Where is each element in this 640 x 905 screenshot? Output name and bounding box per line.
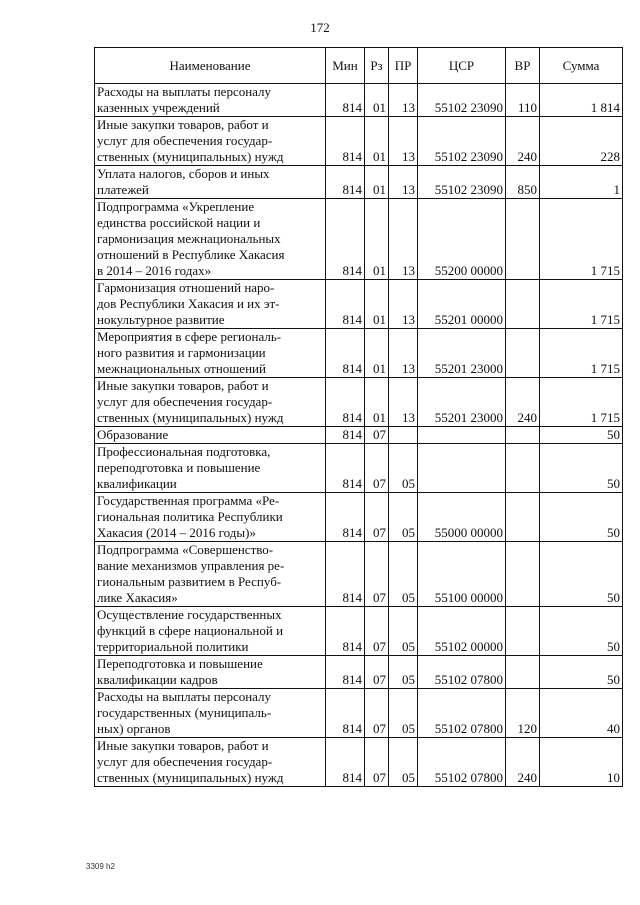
cell-csr: 55102 07800 <box>418 738 506 787</box>
cell-min: 814 <box>326 84 365 117</box>
table-row <box>95 166 623 199</box>
cell-vr <box>506 493 540 542</box>
table-row <box>95 607 623 656</box>
cell-sum: 10 <box>540 738 623 787</box>
cell-name: Иные закупки товаров, работ и услуг для обеспечения государ- ственных (муниципальных) нужд <box>95 117 326 166</box>
cell-name: Подпрограмма «Совершенство- вание механизмов управления ре- гиональным развитием в Респуб- лике Хакасия» <box>95 542 326 607</box>
cell-min: 814 <box>326 542 365 607</box>
cell-min: 814 <box>326 280 365 329</box>
cell-pr: 13 <box>389 329 418 378</box>
cell-min: 814 <box>326 656 365 689</box>
cell-csr: 55102 07800 <box>418 689 506 738</box>
cell-rz: 01 <box>365 280 389 329</box>
cell-name: Переподготовка и повышение квалификации кадров <box>95 656 326 689</box>
header-csr: ЦСР <box>418 48 506 84</box>
cell-pr: 05 <box>389 444 418 493</box>
cell-sum: 1 <box>540 166 623 199</box>
cell-min: 814 <box>326 117 365 166</box>
table-row <box>95 493 623 542</box>
cell-csr: 55201 00000 <box>418 280 506 329</box>
table-row <box>95 542 623 607</box>
cell-sum: 1 715 <box>540 199 623 280</box>
cell-csr: 55201 23000 <box>418 378 506 427</box>
cell-min: 814 <box>326 329 365 378</box>
cell-vr <box>506 607 540 656</box>
table-header-row <box>95 48 623 84</box>
cell-rz: 01 <box>365 166 389 199</box>
cell-rz: 07 <box>365 493 389 542</box>
cell-vr <box>506 656 540 689</box>
cell-rz: 07 <box>365 738 389 787</box>
cell-csr: 55200 00000 <box>418 199 506 280</box>
cell-min: 814 <box>326 444 365 493</box>
cell-name: Подпрограмма «Укрепление единства российской нации и гармонизация межнациональных отношений в Республике Хакасия в 2014 – 2016 годах» <box>95 199 326 280</box>
cell-vr <box>506 427 540 444</box>
cell-rz: 07 <box>365 689 389 738</box>
cell-rz: 01 <box>365 84 389 117</box>
cell-csr: 55201 23000 <box>418 329 506 378</box>
cell-min: 814 <box>326 199 365 280</box>
cell-sum: 1 715 <box>540 280 623 329</box>
cell-vr <box>506 542 540 607</box>
header-vr: ВР <box>506 48 540 84</box>
cell-pr: 13 <box>389 84 418 117</box>
cell-csr: 55102 23090 <box>418 166 506 199</box>
cell-sum: 40 <box>540 689 623 738</box>
header-pr: ПР <box>389 48 418 84</box>
cell-pr: 05 <box>389 738 418 787</box>
table-row <box>95 427 623 444</box>
cell-min: 814 <box>326 607 365 656</box>
cell-csr: 55100 00000 <box>418 542 506 607</box>
cell-pr: 13 <box>389 378 418 427</box>
cell-rz: 01 <box>365 378 389 427</box>
table-row <box>95 378 623 427</box>
table-row <box>95 689 623 738</box>
header-sum: Сумма <box>540 48 623 84</box>
cell-name: Уплата налогов, сборов и иных платежей <box>95 166 326 199</box>
cell-name: Иные закупки товаров, работ и услуг для обеспечения государ- ственных (муниципальных) нужд <box>95 738 326 787</box>
cell-vr: 120 <box>506 689 540 738</box>
cell-name: Мероприятия в сфере региональ- ного развития и гармонизации межнациональных отношений <box>95 329 326 378</box>
cell-vr <box>506 444 540 493</box>
cell-sum: 50 <box>540 493 623 542</box>
table-row <box>95 199 623 280</box>
cell-csr: 55000 00000 <box>418 493 506 542</box>
cell-rz: 01 <box>365 199 389 280</box>
cell-csr: 55102 00000 <box>418 607 506 656</box>
cell-pr: 13 <box>389 117 418 166</box>
table-row <box>95 84 623 117</box>
header-min: Мин <box>326 48 365 84</box>
cell-name: Гармонизация отношений наро- дов Республики Хакасия и их эт- нокультурное развитие <box>95 280 326 329</box>
cell-rz: 07 <box>365 542 389 607</box>
cell-pr: 13 <box>389 280 418 329</box>
table-row <box>95 117 623 166</box>
cell-sum: 50 <box>540 427 623 444</box>
cell-pr: 05 <box>389 542 418 607</box>
cell-vr <box>506 280 540 329</box>
cell-csr <box>418 427 506 444</box>
cell-pr: 05 <box>389 493 418 542</box>
table-row <box>95 329 623 378</box>
cell-name: Профессиональная подготовка, переподготовка и повышение квалификации <box>95 444 326 493</box>
cell-name: Расходы на выплаты персоналу казенных учреждений <box>95 84 326 117</box>
cell-vr: 110 <box>506 84 540 117</box>
header-rz: Рз <box>365 48 389 84</box>
cell-rz: 01 <box>365 117 389 166</box>
cell-pr <box>389 427 418 444</box>
cell-sum: 1 814 <box>540 84 623 117</box>
cell-min: 814 <box>326 738 365 787</box>
cell-pr: 05 <box>389 656 418 689</box>
cell-sum: 1 715 <box>540 329 623 378</box>
table-row <box>95 444 623 493</box>
cell-csr <box>418 444 506 493</box>
table-row <box>95 656 623 689</box>
cell-name: Расходы на выплаты персоналу государственных (муниципаль- ных) органов <box>95 689 326 738</box>
header-name: Наименование <box>95 48 326 84</box>
page-number: 172 <box>310 20 330 35</box>
cell-min: 814 <box>326 427 365 444</box>
cell-vr: 240 <box>506 117 540 166</box>
cell-vr <box>506 329 540 378</box>
footer-code: 3309 h2 <box>86 862 115 871</box>
cell-name: Иные закупки товаров, работ и услуг для обеспечения государ- ственных (муниципальных) нужд <box>95 378 326 427</box>
cell-vr: 240 <box>506 738 540 787</box>
cell-rz: 07 <box>365 656 389 689</box>
cell-min: 814 <box>326 493 365 542</box>
cell-sum: 228 <box>540 117 623 166</box>
budget-table <box>94 47 623 787</box>
cell-csr: 55102 23090 <box>418 84 506 117</box>
cell-vr <box>506 199 540 280</box>
cell-pr: 13 <box>389 199 418 280</box>
cell-sum: 1 715 <box>540 378 623 427</box>
cell-pr: 05 <box>389 607 418 656</box>
cell-min: 814 <box>326 166 365 199</box>
cell-csr: 55102 23090 <box>418 117 506 166</box>
cell-name: Государственная программа «Ре- гиональная политика Республики Хакасия (2014 – 2016 годы)» <box>95 493 326 542</box>
cell-rz: 07 <box>365 444 389 493</box>
cell-sum: 50 <box>540 607 623 656</box>
cell-sum: 50 <box>540 542 623 607</box>
cell-sum: 50 <box>540 656 623 689</box>
cell-rz: 01 <box>365 329 389 378</box>
cell-vr: 850 <box>506 166 540 199</box>
cell-name: Осуществление государственных функций в сфере национальной и территориальной политики <box>95 607 326 656</box>
cell-csr: 55102 07800 <box>418 656 506 689</box>
table-row <box>95 280 623 329</box>
cell-rz: 07 <box>365 427 389 444</box>
cell-min: 814 <box>326 689 365 738</box>
cell-sum: 50 <box>540 444 623 493</box>
cell-vr: 240 <box>506 378 540 427</box>
cell-min: 814 <box>326 378 365 427</box>
table-row <box>95 738 623 787</box>
cell-rz: 07 <box>365 607 389 656</box>
cell-pr: 13 <box>389 166 418 199</box>
cell-name: Образование <box>95 427 326 444</box>
cell-pr: 05 <box>389 689 418 738</box>
